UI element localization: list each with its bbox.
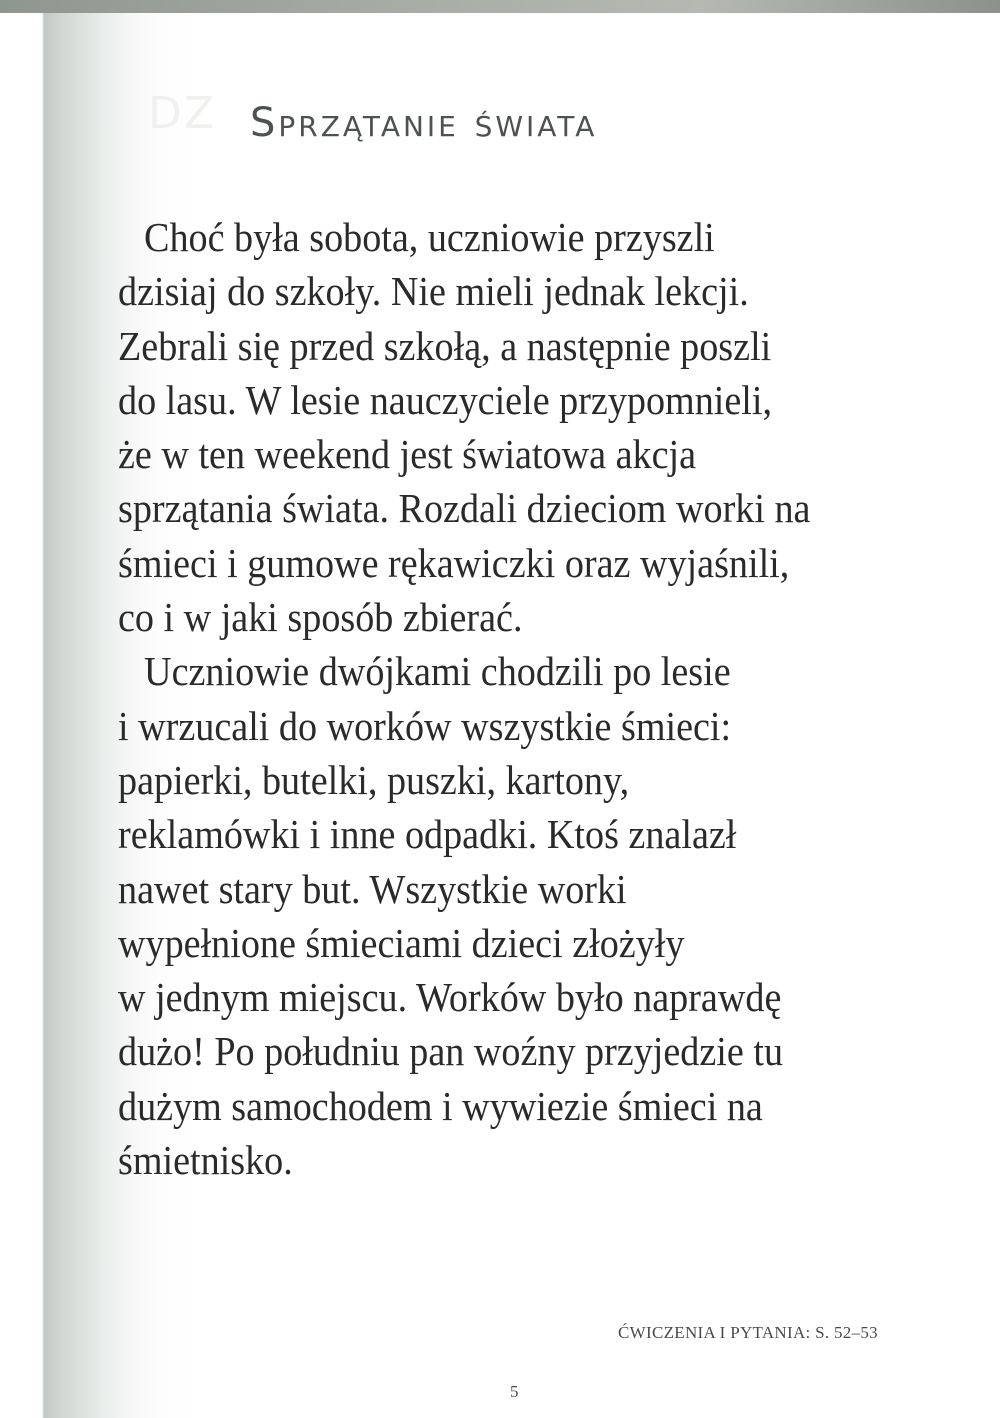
text-line: dużym samochodem i wywiezie śmieci na bbox=[118, 1082, 763, 1129]
bleed-through-text: DZ bbox=[148, 88, 217, 139]
text-line: że w ten weekend jest światowa akcja bbox=[118, 431, 697, 478]
story-body bbox=[118, 210, 958, 1187]
text-line: Zebrali się przed szkołą, a następnie poszli bbox=[118, 322, 772, 369]
text-line: do lasu. W lesie nauczyciele przypomnieli, bbox=[118, 376, 773, 423]
text-line: śmietnisko. bbox=[118, 1137, 293, 1184]
text-line: nawet stary but. Wszystkie worki bbox=[118, 865, 627, 912]
text-line: reklamówki i inne odpadki. Ktoś znalazł bbox=[118, 811, 737, 858]
text-line: Uczniowie dwójkami chodzili po lesie bbox=[144, 648, 731, 695]
scan-top-edge bbox=[0, 0, 1000, 13]
text-line: papierki, butelki, puszki, kartony, bbox=[118, 756, 630, 803]
text-line: dzisiaj do szkoły. Nie mieli jednak lekcji. bbox=[118, 268, 749, 315]
text-line: dużo! Po południu pan woźny przyjedzie tu bbox=[118, 1028, 784, 1075]
text-line: co i w jaki sposób zbierać. bbox=[118, 594, 523, 641]
text-line: wypełnione śmieciami dzieci złożyły bbox=[118, 919, 685, 966]
exercises-reference: ĆWICZENIA I PYTANIA: S. 52–53 bbox=[618, 1323, 878, 1342]
text-line: sprzątania świata. Rozdali dzieciom worki na bbox=[118, 485, 811, 532]
page-number: 5 bbox=[510, 1382, 519, 1401]
text-line: i wrzucali do worków wszystkie śmieci: bbox=[118, 702, 732, 749]
text-line: w jednym miejscu. Worków było naprawdę bbox=[118, 974, 782, 1021]
text-line: Choć była sobota, uczniowie przyszli bbox=[144, 214, 715, 260]
text-line: śmieci i gumowe rękawiczki oraz wyjaśnili, bbox=[118, 539, 790, 586]
page-title: Sprzątanie świata bbox=[250, 100, 598, 146]
